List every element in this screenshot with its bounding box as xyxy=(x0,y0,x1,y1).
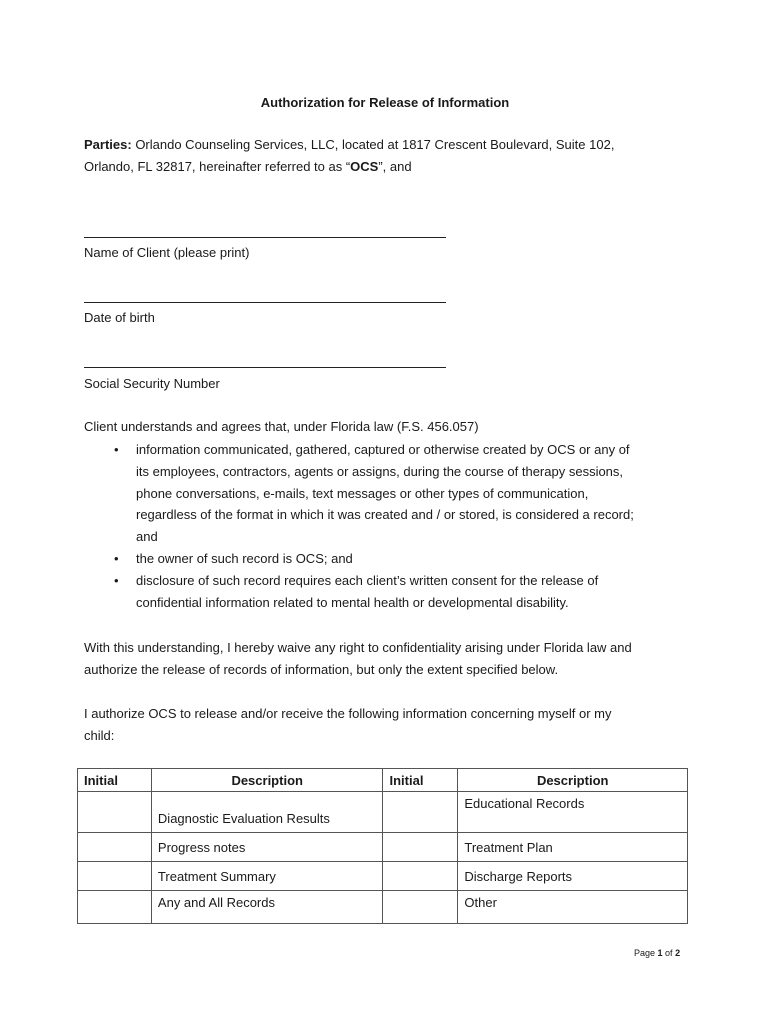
initial-cell[interactable] xyxy=(78,833,152,862)
bullet-line: disclosure of such record requires each client’s written consent for the release of xyxy=(136,572,599,588)
intro-text: Client understands and agrees that, under Florida law (F.S. 456.057) xyxy=(84,419,479,434)
initial-cell[interactable] xyxy=(383,891,458,924)
ssn-label: Social Security Number xyxy=(84,376,220,391)
bullet-icon: • xyxy=(114,550,119,566)
authorization-table xyxy=(77,768,688,924)
initial-cell[interactable] xyxy=(78,891,152,924)
document-title: Authorization for Release of Information xyxy=(260,95,510,110)
waiver-line: authorize the release of records of information, but only the extent specified below. xyxy=(84,662,559,677)
table-header-row xyxy=(78,769,688,792)
authorize-paragraph xyxy=(84,703,724,747)
page-number-prefix: Page xyxy=(634,948,658,958)
authorize-line: child: xyxy=(84,728,115,743)
description-cell: Diagnostic Evaluation Results xyxy=(151,792,383,833)
table-row xyxy=(78,891,688,924)
client-name-label: Name of Client (please print) xyxy=(84,245,250,260)
parties-text-1: Orlando Counseling Services, LLC, located at 1817 Crescent Boulevard, Suite 102, xyxy=(131,137,615,152)
bullet-line: its employees, contractors, agents or assigns, during the course of therapy sessions, xyxy=(136,463,624,479)
parties-abbrev: OCS xyxy=(350,159,379,174)
list-item xyxy=(108,439,688,548)
bullet-line: the owner of such record is OCS; and xyxy=(136,550,353,566)
ssn-line[interactable] xyxy=(84,367,446,368)
description-cell: Progress notes xyxy=(151,833,383,862)
header-initial: Initial xyxy=(78,769,152,792)
client-name-line[interactable] xyxy=(84,237,446,238)
header-description: Description xyxy=(151,769,383,792)
date-of-birth-line[interactable] xyxy=(84,302,446,303)
description-cell: Educational Records xyxy=(458,792,688,833)
description-cell: Treatment Plan xyxy=(458,833,688,862)
initial-cell[interactable] xyxy=(78,792,152,833)
parties-text-2: Orlando, FL 32817, hereinafter referred to as “ xyxy=(84,159,351,174)
description-cell: Discharge Reports xyxy=(458,862,688,891)
initial-cell[interactable] xyxy=(383,833,458,862)
table-row xyxy=(78,862,688,891)
initial-cell[interactable] xyxy=(78,862,152,891)
initial-cell[interactable] xyxy=(383,862,458,891)
authorize-line: I authorize OCS to release and/or receive the following information concerning myself or my xyxy=(84,706,612,721)
bullet-line: confidential information related to mental health or developmental disability. xyxy=(136,594,569,610)
bullet-list xyxy=(108,439,688,613)
description-cell: Any and All Records xyxy=(151,891,383,924)
page-number xyxy=(634,948,680,958)
description-cell: Treatment Summary xyxy=(151,862,383,891)
table-row xyxy=(78,792,688,833)
bullet-line: and xyxy=(136,529,158,545)
page-number-total: 2 xyxy=(675,948,681,958)
bullet-line: phone conversations, e-mails, text messages or other types of communication, xyxy=(136,485,589,501)
bullet-line: regardless of the format in which it was created and / or stored, is considered a record; xyxy=(136,507,634,523)
parties-label: Parties: xyxy=(84,137,132,152)
header-description: Description xyxy=(458,769,688,792)
parties-paragraph xyxy=(84,134,704,178)
list-item xyxy=(108,570,688,614)
parties-text-3: ”, and xyxy=(378,159,412,174)
date-of-birth-label: Date of birth xyxy=(84,310,155,325)
page-number-of: of xyxy=(662,948,676,958)
initial-cell[interactable] xyxy=(383,792,458,833)
description-cell: Other xyxy=(458,891,688,924)
table-row xyxy=(78,833,688,862)
header-initial: Initial xyxy=(383,769,458,792)
waiver-line: With this understanding, I hereby waive any right to confidentiality arising under Florida law and xyxy=(84,640,632,655)
bullet-icon: • xyxy=(114,572,119,588)
waiver-paragraph xyxy=(84,637,724,681)
list-item xyxy=(108,548,688,570)
bullet-icon: • xyxy=(114,442,119,457)
page-number-current: 1 xyxy=(657,948,663,958)
bullet-line: information communicated, gathered, captured or otherwise created by OCS or any of xyxy=(136,442,630,457)
